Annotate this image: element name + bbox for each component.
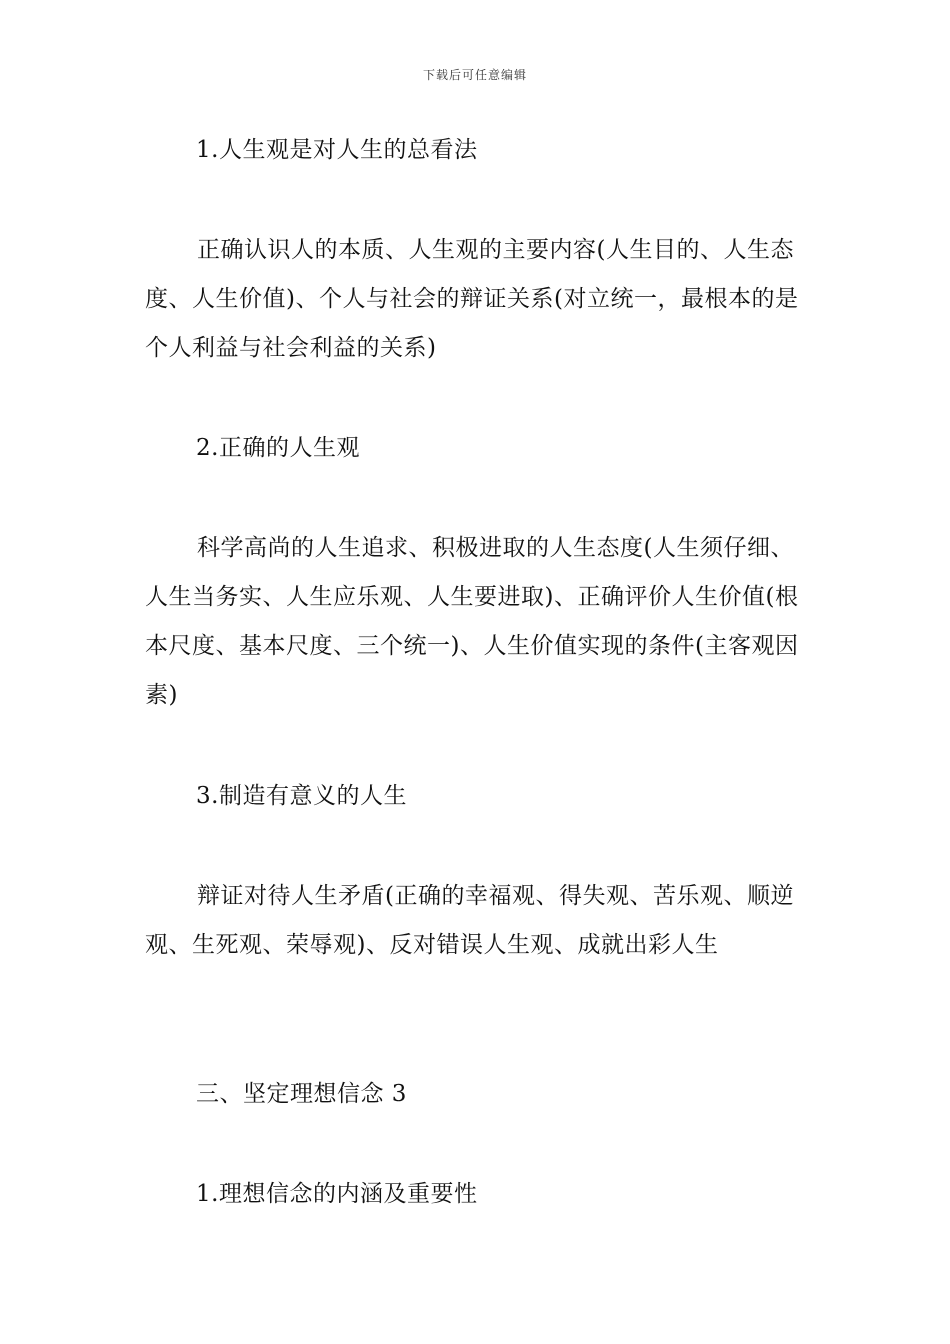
section-2-body: 科学高尚的人生追求、积极进取的人生态度(人生须仔细、人生当务实、人生应乐观、人生要进取)、正确评价人生价值(根本尺度、基本尺度、三个统一)、人生价值实现的条件(主客观因素) <box>145 535 799 708</box>
section-3-title: 3.制造有意义的人生 <box>196 783 407 809</box>
section-1-title: 1.人生观是对人生的总看法 <box>196 137 478 163</box>
page-header-note: 下载后可任意编辑 <box>422 68 527 82</box>
section-2-title: 2.正确的人生观 <box>196 435 360 461</box>
section-4-title: 1.理想信念的内涵及重要性 <box>196 1181 478 1207</box>
chapter-title: 三、坚定理想信念 3 <box>196 1081 407 1107</box>
section-1-body: 正确认识人的本质、人生观的主要内容(人生目的、人生态度、人生价值)、个人与社会的辩证关系(对立统一，最根本的是个人利益与社会利益的关系) <box>145 237 799 361</box>
section-3-body: 辩证对待人生矛盾(正确的幸福观、得失观、苦乐观、顺逆观、生死观、荣辱观)、反对错误人生观、成就出彩人生 <box>145 883 794 958</box>
